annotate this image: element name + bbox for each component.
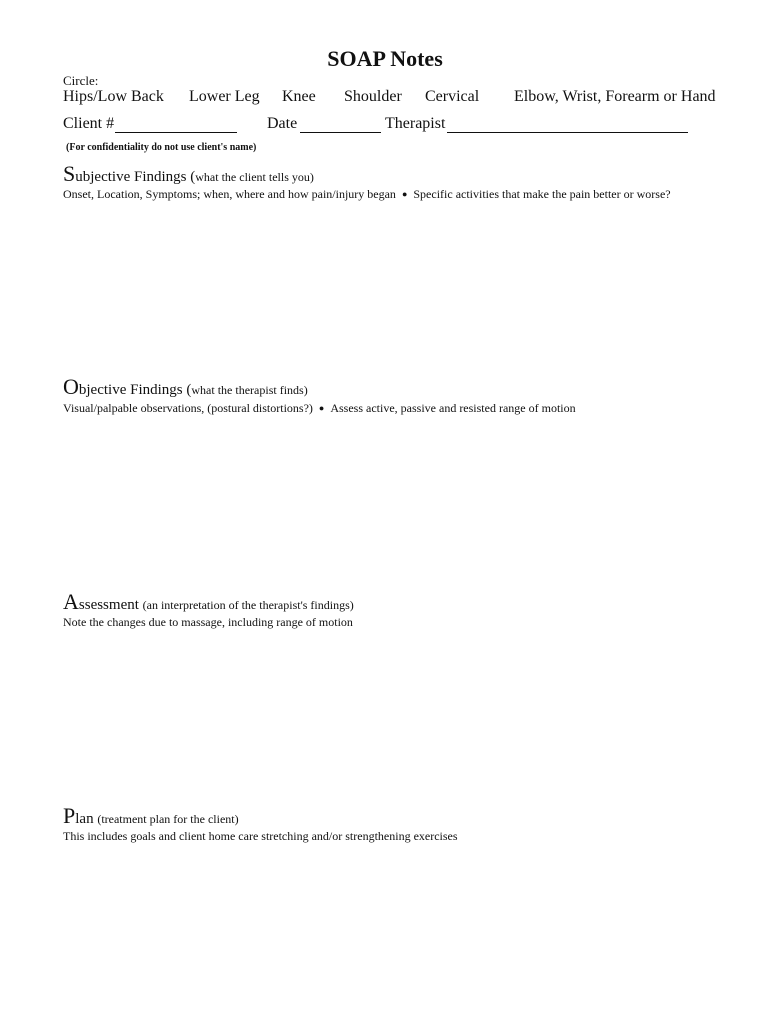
- assessment-subtitle: (an interpretation of the therapist's findings): [142, 598, 354, 612]
- body-area-shoulder[interactable]: Shoulder: [344, 88, 402, 105]
- body-area-knee[interactable]: Knee: [282, 88, 316, 105]
- client-number-label: Client #: [63, 115, 115, 132]
- therapist-field[interactable]: [447, 132, 688, 133]
- plan-notes-area[interactable]: [63, 847, 713, 997]
- body-area-lower-leg[interactable]: Lower Leg: [189, 88, 260, 105]
- circle-instruction: Circle:: [63, 73, 99, 88]
- plan-heading: [63, 803, 239, 829]
- body-area-hips-low-back[interactable]: Hips/Low Back: [63, 88, 164, 105]
- assessment-notes-area[interactable]: [63, 633, 713, 799]
- assessment-title: ssessment: [78, 597, 143, 613]
- objective-desc-part-2: Assess active, passive and resisted range of motion: [330, 401, 576, 415]
- objective-notes-area[interactable]: [63, 419, 713, 585]
- assessment-initial: A: [63, 589, 79, 614]
- confidentiality-note: (For confidentiality do not use client's name): [66, 142, 257, 153]
- objective-title: bjective Findings (: [78, 382, 192, 398]
- body-area-cervical[interactable]: Cervical: [425, 88, 480, 105]
- objective-subtitle: what the therapist finds): [191, 383, 308, 397]
- subjective-notes-area[interactable]: [63, 205, 713, 370]
- objective-description: [63, 401, 576, 416]
- plan-subtitle: (treatment plan for the client): [97, 812, 239, 826]
- subjective-description: [63, 187, 671, 202]
- bullet-icon: ●: [318, 403, 325, 413]
- subjective-heading: [63, 161, 314, 187]
- date-field[interactable]: [300, 132, 381, 133]
- subjective-initial: S: [63, 161, 76, 186]
- client-number-field[interactable]: [115, 132, 237, 133]
- page-title: SOAP Notes: [327, 46, 443, 71]
- subjective-desc-part-1: Onset, Location, Symptoms; when, where and how pain/injury began: [63, 187, 396, 201]
- bullet-icon: ●: [401, 189, 408, 199]
- subjective-subtitle: what the client tells you): [195, 170, 314, 184]
- assessment-description: Note the changes due to massage, including range of motion: [63, 615, 353, 629]
- objective-desc-part-1: Visual/palpable observations, (postural distortions?): [63, 401, 313, 415]
- subjective-title: ubjective Findings (: [75, 169, 196, 185]
- objective-initial: O: [63, 374, 79, 399]
- body-area-elbow-wrist-forearm-hand[interactable]: Elbow, Wrist, Forearm or Hand: [514, 88, 716, 105]
- plan-initial: P: [63, 803, 76, 828]
- plan-description: This includes goals and client home care stretching and/or strengthening exercises: [63, 829, 458, 843]
- assessment-heading: [63, 589, 354, 615]
- subjective-desc-part-2: Specific activities that make the pain better or worse?: [413, 187, 671, 201]
- therapist-label: Therapist: [385, 115, 446, 132]
- objective-heading: [63, 374, 308, 400]
- plan-title: lan: [75, 811, 98, 827]
- date-label: Date: [267, 115, 298, 132]
